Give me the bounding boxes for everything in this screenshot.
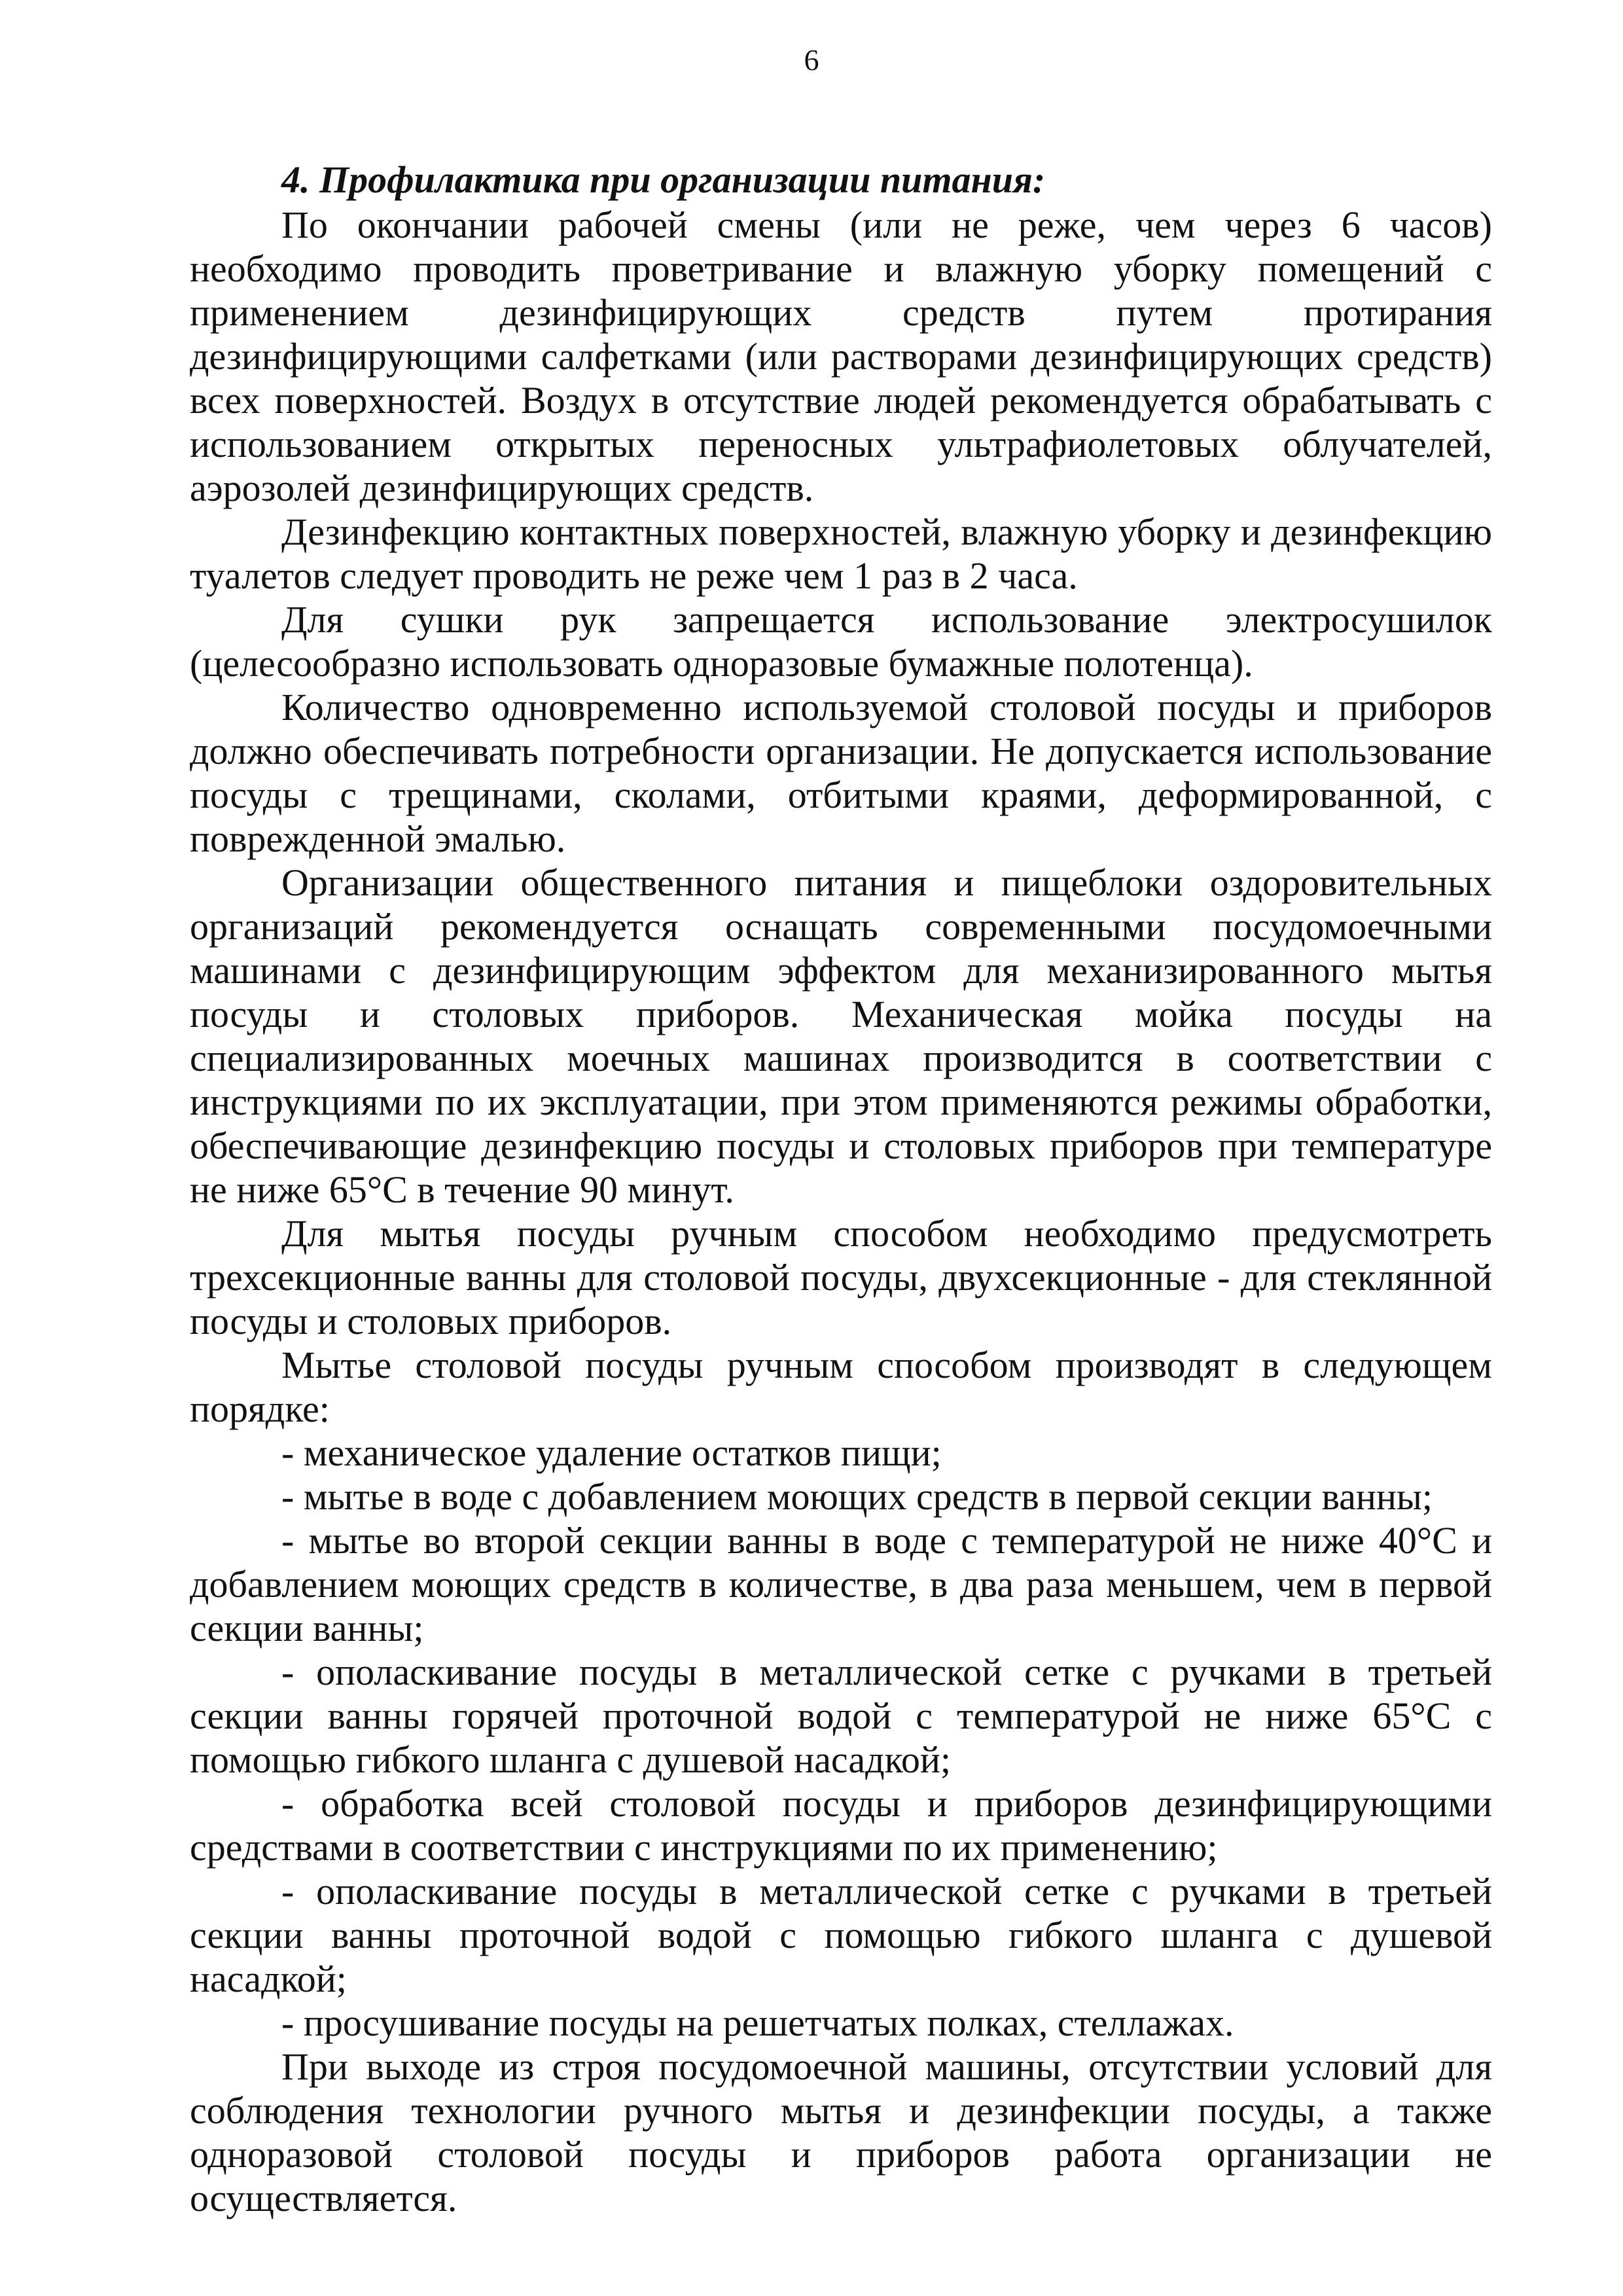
paragraph-tableware-quantity: Количество одновременно используемой столовой посуды и приборов должно обеспечивать потребности организации. Не допускается использование посуды с трещинами, сколами, отбитыми краями, деформированной, с поврежденной эмалью. [190, 686, 1492, 860]
paragraph-dishwashing-machines: Организации общественного питания и пищеблоки оздоровительных организаций рекомендуется оснащать современными посудомоечными машинами с дезинфицирующим эффектом для механизированного мытья посуды и столовых приборов. Механическая мойка посуды на специализированных моечных машинах производится в соответствии с инструкциями по их эксплуатации, при этом применяются режимы обработки, обеспечивающие дезинфекцию посуды и столовых приборов при температуре не ниже 65°С в течение 90 минут. [190, 861, 1492, 1211]
paragraph-hand-drying: Для сушки рук запрещается использование электросушилок (целесообразно использовать одноразовые бумажные полотенца). [190, 598, 1492, 685]
list-item-second-section-wash: - мытье во второй секции ванны в воде с температурой не ниже 40°С и добавлением моющих средств в количестве, в два раза меньшем, чем в первой секции ванны; [190, 1519, 1492, 1649]
list-item-hot-rinse: - ополаскивание посуды в металлической сетке с ручками в третьей секции ванны горячей проточной водой с температурой не ниже 65°С с помощью гибкого шланга с душевой насадкой; [190, 1651, 1492, 1781]
paragraph-ventilation-cleaning: По окончании рабочей смены (или не реже, чем через 6 часов) необходимо проводить проветривание и влажную уборку помещений с применением дезинфицирующих средств путем протирания дезинфицирующими салфетками (или растворами дезинфицирующих средств) всех поверхностей. Воздух в отсутствие людей рекомендуется обрабатывать с использованием открытых переносных ультрафиолетовых облучателей, аэрозолей дезинфицирующих средств. [190, 204, 1492, 509]
paragraph-machine-failure: При выходе из строя посудомоечной машины, отсутствии условий для соблюдения технологии ручного мытья и дезинфекции посуды, а также одноразовой столовой посуды и приборов работа организации не осуществляется. [190, 2045, 1492, 2219]
paragraph-manual-washing-order: Мытье столовой посуды ручным способом производят в следующем порядке: [190, 1344, 1492, 1430]
page-number: 6 [804, 43, 819, 77]
list-item-final-rinse: - ополаскивание посуды в металлической сетке с ручками в третьей секции ванны проточной водой с помощью гибкого шланга с душевой насадкой; [190, 1870, 1492, 2000]
list-item-drying: - просушивание посуды на решетчатых полках, стеллажах. [281, 2001, 1234, 2044]
list-item-disinfection: - обработка всей столовой посуды и приборов дезинфицирующими средствами в соответствии с инструкциями по их применению; [190, 1782, 1492, 1869]
section-heading: 4. Профилактика при организации питания: [281, 158, 1046, 201]
paragraph-manual-washing-baths: Для мытья посуды ручным способом необходимо предусмотреть трехсекционные ванны для столовой посуды, двухсекционные - для стеклянной посуды и столовых приборов. [190, 1212, 1492, 1342]
list-item-first-section-wash: - мытье в воде с добавлением моющих средств в первой секции ванны; [281, 1475, 1433, 1518]
document-body [190, 157, 1492, 2220]
paragraph-contact-surfaces: Дезинфекцию контактных поверхностей, влажную уборку и дезинфекцию туалетов следует проводить не реже чем 1 раз в 2 часа. [190, 511, 1492, 597]
list-item-food-removal: - механическое удаление остатков пищи; [281, 1431, 942, 1474]
